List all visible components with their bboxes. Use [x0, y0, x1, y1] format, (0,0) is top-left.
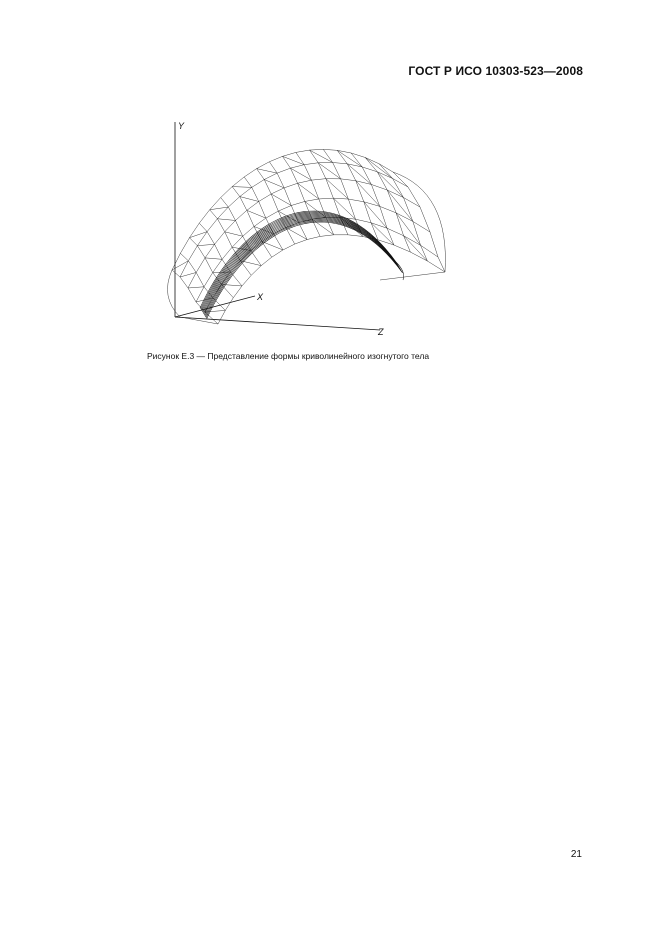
wireframe-figure	[150, 112, 470, 344]
mesh-diagonal-line	[188, 287, 204, 288]
mesh-cross-section-line	[379, 164, 427, 261]
mesh-cross-section-line	[189, 238, 233, 298]
groove-line	[204, 217, 400, 314]
y-axis-label: Y	[178, 121, 185, 131]
document-code-header: ГОСТ Р ИСО 10303-523—2008	[408, 64, 583, 78]
mesh-diagonal-line	[262, 242, 283, 250]
mesh-diagonal-line	[205, 258, 222, 259]
mesh-diagonal-line	[309, 150, 332, 162]
x-axis-label: X	[257, 292, 264, 302]
mesh-cross-section-line	[199, 223, 242, 286]
mesh-cross-section-line	[269, 162, 307, 240]
x-axis-line	[175, 296, 255, 317]
mesh-cross-section-line	[221, 198, 262, 266]
mesh-longitudinal-line	[196, 198, 430, 302]
mesh-diagonal-line	[232, 187, 252, 188]
mesh-diagonal-line	[356, 181, 380, 207]
mesh-diagonal-line	[217, 219, 235, 221]
figure-caption: Рисунок Е.3 — Представление формы криволинейного изогнутого тела	[147, 351, 430, 361]
mesh-diagonal-line	[318, 163, 340, 179]
mesh-diagonal-line	[189, 232, 207, 238]
mesh-diagonal-line	[290, 168, 311, 180]
z-axis-line	[175, 317, 380, 330]
groove-line	[204, 218, 400, 315]
mesh-diagonal-line	[396, 213, 420, 245]
mesh-diagonal-line	[387, 190, 413, 221]
groove-line	[202, 214, 398, 311]
z-axis-label: Z	[378, 327, 384, 337]
mesh-diagonal-line	[240, 197, 259, 202]
mesh-longitudinal-line	[180, 162, 408, 277]
mesh-diagonal-line	[210, 207, 229, 210]
mesh-longitudinal-line	[205, 217, 438, 312]
mesh-diagonal-line	[404, 236, 428, 261]
mesh-diagonal-line	[197, 244, 214, 245]
mesh-diagonal-line	[365, 157, 392, 178]
page-number: 21	[570, 849, 582, 860]
groove-line	[202, 215, 398, 312]
mesh-end-cap	[380, 172, 445, 280]
mesh-diagonal-line	[326, 179, 348, 199]
mesh-diagonal-line	[264, 180, 284, 188]
mesh-diagonal-line	[271, 194, 291, 206]
mesh-diagonal-line	[225, 232, 243, 236]
mesh-diagonal-line	[180, 272, 196, 277]
mesh-diagonal-line	[257, 169, 278, 173]
groove-line	[203, 216, 399, 313]
mesh-longitudinal-line	[172, 149, 393, 270]
groove-line	[201, 213, 397, 310]
groove-line	[205, 220, 401, 317]
mesh-diagonal-line	[282, 156, 304, 164]
wireframe-drawing	[150, 112, 470, 344]
